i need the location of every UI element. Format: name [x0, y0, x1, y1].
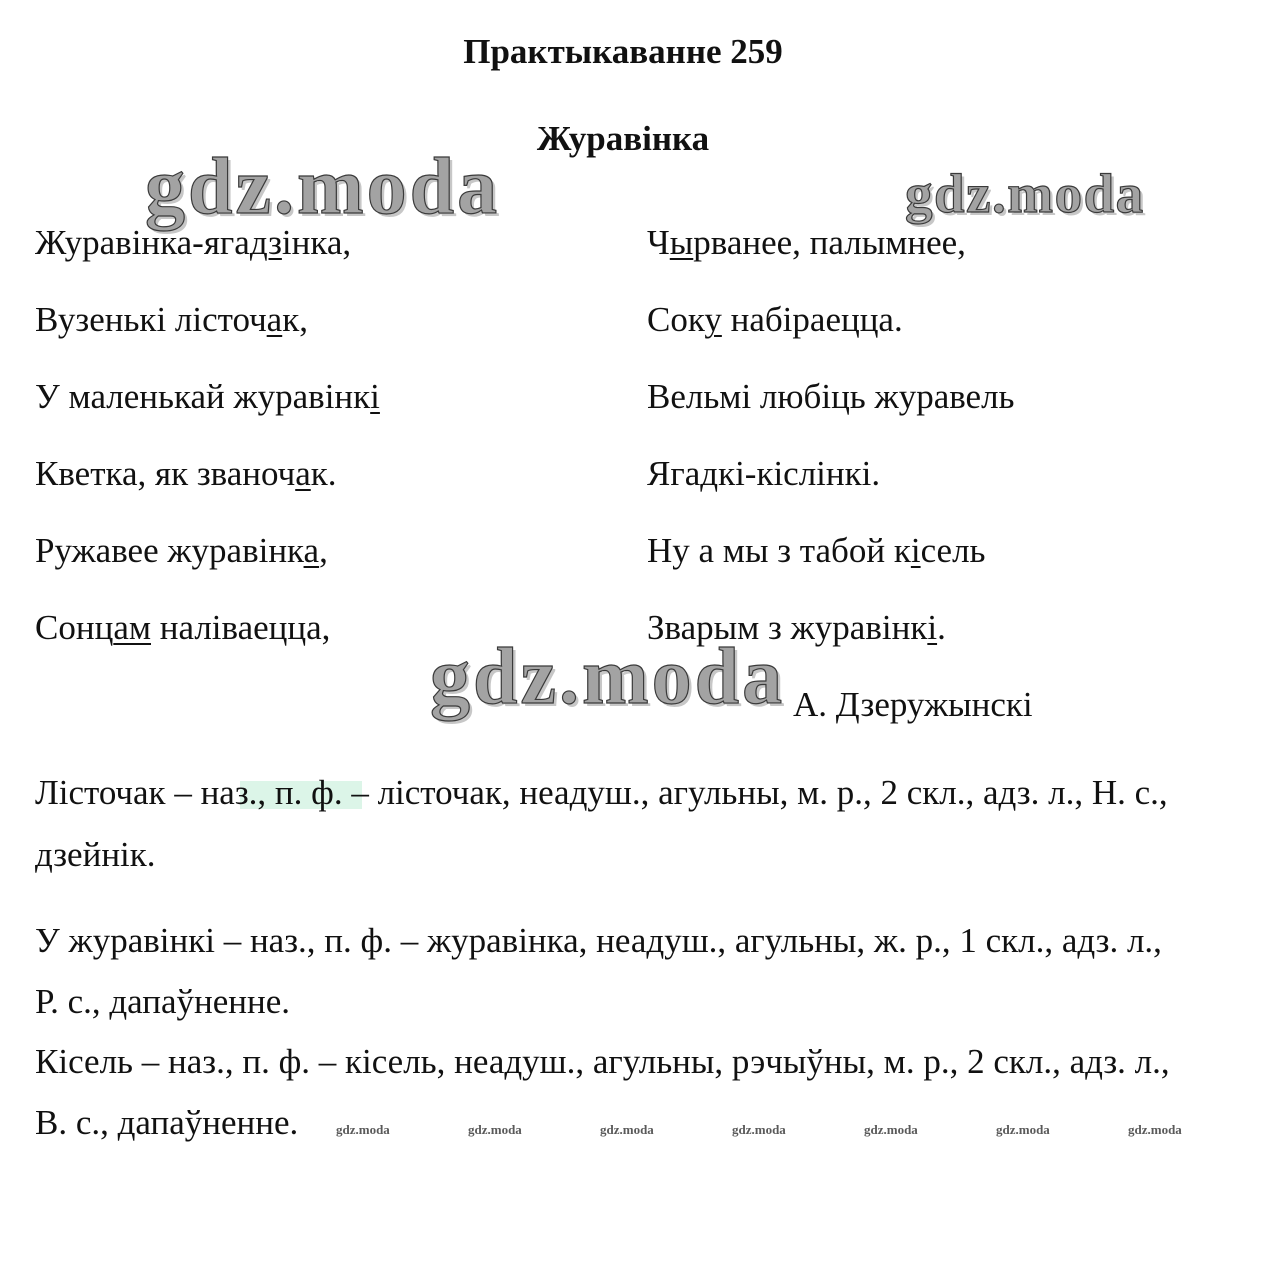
- underlined-letters: д: [700, 454, 719, 493]
- watermark-small: gdz.moda: [600, 1122, 654, 1137]
- poem-text: інка,: [281, 223, 352, 262]
- analysis-line: дзейнік.: [35, 835, 156, 874]
- watermark-logo: gdz.moda: [430, 633, 786, 721]
- analysis-line: Кісель – наз., п. ф. – кісель, неадуш., агульны, рэчыўны, м. р., 2 скл., адз. л.,: [35, 1042, 1170, 1081]
- underlined-letters: і: [927, 608, 938, 647]
- poem-text: ,: [319, 531, 328, 570]
- poem-line: [647, 281, 1015, 358]
- poem-text: Сонц: [35, 608, 114, 647]
- poem-line: [35, 512, 380, 589]
- poem-text: Ружавее журавінк: [35, 531, 304, 570]
- poem-text: наліваецца,: [151, 608, 331, 647]
- watermark-small: gdz.moda: [732, 1122, 786, 1137]
- analysis-paragraph: [35, 910, 1162, 1032]
- watermark-small: gdz.moda: [996, 1122, 1050, 1137]
- poem-text: Яга: [647, 454, 701, 493]
- analysis-line: У журавінкі – наз., п. ф. – журавінка, неадуш., агульны, ж. р., 1 скл., адз. л.,: [35, 921, 1162, 960]
- poem-text: У маленькай журавінк: [35, 377, 371, 416]
- poem-line: [647, 358, 1015, 435]
- poem-text: Журавінка-яга: [35, 223, 250, 262]
- analysis-line: В. с., дапаўненне.: [35, 1103, 299, 1142]
- analysis-paragraph: [35, 762, 1168, 886]
- poem-line: [647, 435, 1015, 512]
- watermark-logo: gdz.moda: [905, 163, 1145, 224]
- underlined-letters: ам: [113, 608, 151, 647]
- poem-text: кі-кіслінкі.: [718, 454, 881, 493]
- poem-title: Журавінка: [536, 119, 710, 158]
- analysis-line: Р. с., дапаўненне.: [35, 982, 291, 1021]
- underlined-letters: а: [266, 300, 283, 339]
- analysis-line: Лісточак – наз., п. ф. – лісточак, неадуш., агульны, м. р., 2 скл., адз. л., Н. с.,: [35, 773, 1168, 812]
- watermark-small: gdz.moda: [864, 1122, 918, 1137]
- poem-text: Ну а мы з табой к: [647, 531, 911, 570]
- poem-text: набіраецца.: [721, 300, 903, 339]
- poem-line: [35, 281, 380, 358]
- underlined-letters: а: [303, 531, 320, 570]
- poem-text: Сок: [647, 300, 705, 339]
- poem-text: сель: [920, 531, 986, 570]
- poem-author: А. Дзеружынскі: [793, 685, 1033, 724]
- underlined-letters: а: [295, 454, 311, 493]
- poem-line: [35, 358, 380, 435]
- underlined-letters: і: [370, 377, 380, 416]
- poem-line: [35, 435, 380, 512]
- poem-text: к.: [310, 454, 337, 493]
- poem-column-left: [35, 204, 380, 666]
- watermark-small: gdz.moda: [336, 1122, 390, 1137]
- poem-text: Вузенькі лісточ: [35, 300, 267, 339]
- poem-text: к,: [282, 300, 308, 339]
- underlined-letters: у: [704, 300, 722, 339]
- underlined-letters: дз: [249, 223, 282, 262]
- watermark-logo: gdz.moda: [145, 143, 501, 231]
- underlined-letters: ы: [669, 223, 694, 262]
- poem-text: .: [937, 608, 946, 647]
- poem-column-right: [647, 204, 1015, 666]
- poem-line: [35, 589, 380, 666]
- watermark-small: gdz.moda: [1128, 1122, 1182, 1137]
- poem-line: [647, 512, 1015, 589]
- poem-text: Вельмі любіць журавель: [647, 377, 1015, 416]
- watermark-small: gdz.moda: [468, 1122, 522, 1137]
- poem-text: Кветка, як званоч: [35, 454, 296, 493]
- poem-text: рванее, палымнее,: [693, 223, 966, 262]
- underlined-letters: і: [910, 531, 921, 570]
- poem-text: Ч: [647, 223, 670, 262]
- page-title: Практыкаванне 259: [463, 32, 783, 71]
- poem-text: Зварым з журавінк: [647, 608, 928, 647]
